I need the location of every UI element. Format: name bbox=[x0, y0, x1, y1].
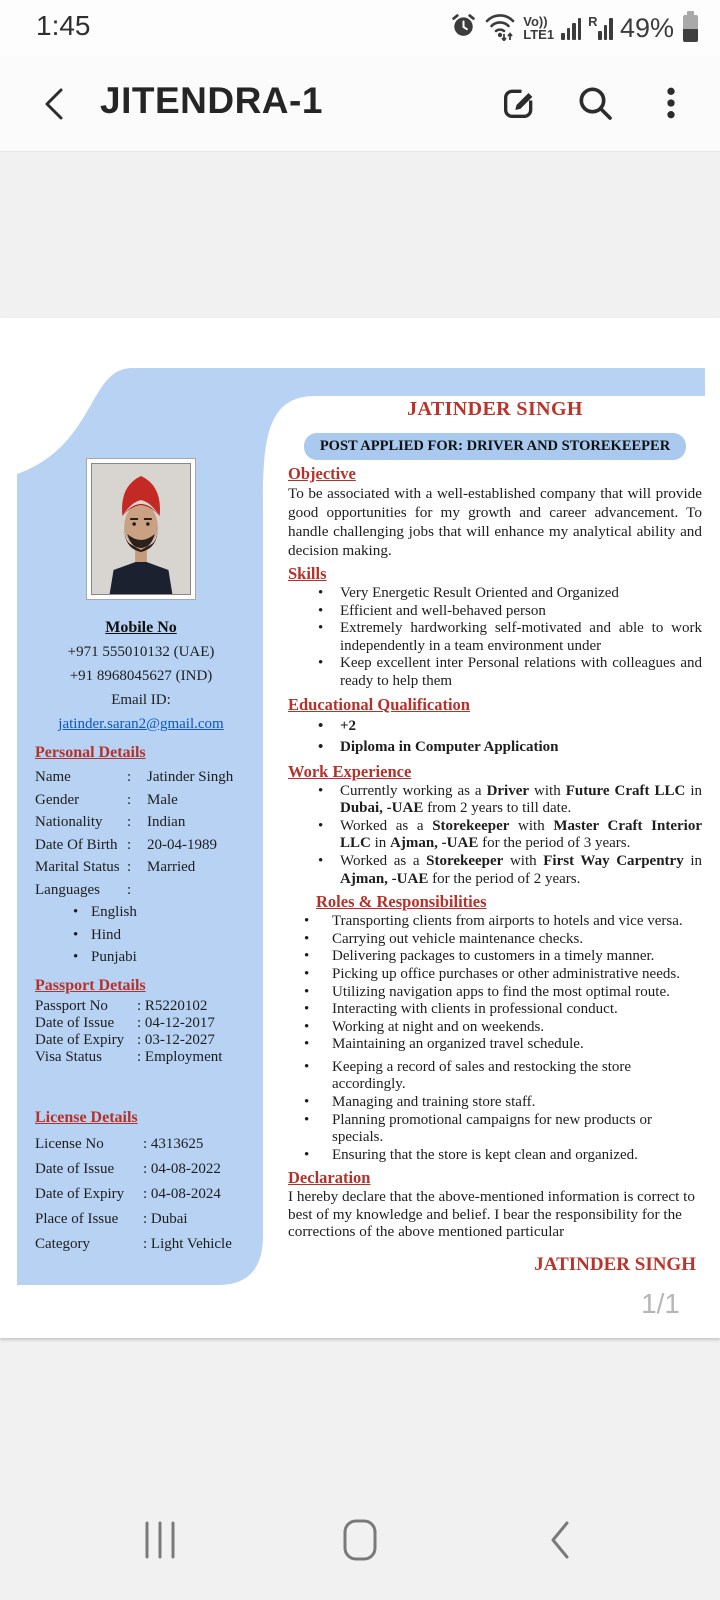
license-row: License No : 4313625 bbox=[35, 1135, 204, 1152]
document-title: JITENDRA-1 bbox=[100, 80, 323, 121]
post-applied-pill: POST APPLIED FOR: DRIVER AND STOREKEEPER bbox=[304, 433, 686, 460]
passport-row: Date of Expiry : 03-12-2027 bbox=[35, 1031, 215, 1048]
email-label: Email ID: bbox=[111, 692, 171, 708]
skill-item: • Very Energetic Result Oriented and Organized bbox=[288, 585, 702, 603]
language-item: • English bbox=[35, 901, 247, 924]
resume-sidebar bbox=[17, 318, 263, 1285]
signature-name: JATINDER SINGH bbox=[534, 1253, 696, 1275]
license-details-heading: License Details bbox=[35, 1108, 138, 1126]
skill-item: • Efficient and well-behaved person bbox=[288, 603, 702, 621]
work-item: • Worked as a Storekeeper with Master Craft Interior LLC in Ajman, -UAE for the period of 3 years. bbox=[288, 818, 702, 853]
license-row: Date of Expiry : 04-08-2024 bbox=[35, 1185, 221, 1202]
role-item: • Keeping a record of sales and restocking the store accordingly. bbox=[288, 1059, 702, 1094]
edit-button[interactable] bbox=[496, 80, 542, 126]
declaration-text: I hereby declare that the above-mentioned information is correct to best of my knowledge and belief. I bear the responsibility for the corrections of the above mentioned particular bbox=[288, 1188, 695, 1241]
personal-row: Gender : Male bbox=[35, 791, 178, 808]
volte-indicator: Vo)) LTE1 bbox=[523, 14, 555, 42]
work-item: • Currently working as a Driver with Future Craft LLC in Dubai, -UAE from 2 years to till date. bbox=[288, 783, 702, 818]
education-item: • Diploma in Computer Application bbox=[288, 737, 702, 758]
work-experience-heading: Work Experience bbox=[288, 761, 412, 781]
app-toolbar bbox=[0, 56, 720, 152]
objective-text: To be associated with a well-established company that will provide good opportunities for my growth and career advancement. To handle challenging jobs that will enhance my analytical ability and decision making. bbox=[288, 485, 702, 559]
personal-row: Marital Status : Married bbox=[35, 859, 196, 875]
mobile-no-heading: Mobile No bbox=[105, 619, 177, 636]
profile-photo bbox=[86, 458, 196, 600]
resume-main-column bbox=[288, 396, 702, 1276]
objective-heading: Objective bbox=[288, 464, 356, 483]
declaration-heading: Declaration bbox=[288, 1168, 371, 1188]
role-item: • Carrying out vehicle maintenance checks. bbox=[288, 931, 702, 949]
passport-row: Visa Status : Employment bbox=[35, 1048, 223, 1065]
nav-back-button[interactable] bbox=[530, 1510, 590, 1570]
skills-list bbox=[288, 585, 702, 691]
passport-details-heading: Passport Details bbox=[35, 976, 146, 994]
role-item: • Working at night and on weekends. bbox=[288, 1019, 702, 1037]
role-item: • Utilizing navigation apps to find the most optimal route. bbox=[288, 984, 702, 1002]
language-item: • Hind bbox=[35, 924, 247, 947]
role-item: • Managing and training store staff. bbox=[288, 1094, 702, 1112]
document-page[interactable] bbox=[0, 318, 720, 1338]
language-item: • Punjabi bbox=[35, 946, 247, 969]
alarm-icon bbox=[450, 12, 477, 44]
battery-icon bbox=[683, 15, 698, 42]
back-button[interactable] bbox=[34, 82, 78, 126]
role-item: • Interacting with clients in professional conduct. bbox=[288, 1001, 702, 1019]
education-item: • +2 bbox=[288, 716, 702, 737]
android-nav-bar bbox=[0, 1480, 720, 1600]
role-item: • Planning promotional campaigns for new products or specials. bbox=[288, 1112, 702, 1147]
personal-row: Name : Jatinder Singh bbox=[35, 769, 234, 785]
recents-button[interactable] bbox=[130, 1510, 190, 1570]
license-row: Category : Light Vehicle bbox=[35, 1235, 232, 1252]
license-row: Date of Issue : 04-08-2022 bbox=[35, 1160, 221, 1177]
phone-uae: +971 555010132 (UAE) bbox=[67, 644, 215, 660]
home-button[interactable] bbox=[330, 1510, 390, 1570]
wifi-icon bbox=[484, 11, 516, 46]
status-icons bbox=[450, 6, 698, 50]
role-item: • Maintaining an organized travel schedule. bbox=[288, 1036, 702, 1054]
role-item: • Ensuring that the store is kept clean and organized. bbox=[288, 1147, 702, 1165]
email-link[interactable]: jatinder.saran2@gmail.com bbox=[58, 716, 224, 732]
skill-item: • Keep excellent inter Personal relations with colleagues and ready to help them bbox=[288, 655, 702, 690]
role-item: • Transporting clients from airports to hotels and vice versa. bbox=[288, 913, 702, 931]
signal-bars-icon bbox=[561, 16, 581, 40]
education-list bbox=[288, 716, 702, 758]
roaming-signal-icon: R bbox=[588, 16, 613, 40]
passport-row: Date of Issue : 04-12-2017 bbox=[35, 1014, 215, 1031]
status-bar bbox=[0, 0, 720, 56]
role-item: • Picking up office purchases or other administrative needs. bbox=[288, 966, 702, 984]
battery-percentage: 49% bbox=[619, 12, 674, 43]
candidate-name: JATINDER SINGH bbox=[407, 398, 583, 420]
roles-heading: Roles & Responsibilities bbox=[316, 892, 487, 912]
work-item: • Worked as a Storekeeper with First Way Carpentry in Ajman, -UAE for the period of 2 years. bbox=[288, 853, 702, 888]
work-experience-list bbox=[288, 783, 702, 889]
skill-item: • Extremely hardworking self-motivated and able to work independently in a team environment under bbox=[288, 620, 702, 655]
personal-details-heading: Personal Details bbox=[35, 744, 146, 761]
overflow-menu-button[interactable] bbox=[648, 80, 694, 126]
page-indicator: 1/1 bbox=[641, 1288, 680, 1319]
skills-heading: Skills bbox=[288, 564, 327, 583]
clock-time: 1:45 bbox=[36, 10, 91, 41]
passport-row: Passport No : R5220102 bbox=[35, 997, 208, 1014]
education-heading: Educational Qualification bbox=[288, 694, 470, 714]
role-item: • Delivering packages to customers in a timely manner. bbox=[288, 948, 702, 966]
languages-list bbox=[35, 901, 247, 969]
phone-ind: +91 8968045627 (IND) bbox=[69, 668, 213, 684]
personal-row: Nationality : Indian bbox=[35, 814, 186, 830]
search-button[interactable] bbox=[572, 80, 618, 126]
personal-row: Languages : bbox=[35, 881, 132, 898]
roles-list bbox=[288, 913, 702, 1164]
personal-row: Date Of Birth : 20-04-1989 bbox=[35, 836, 217, 853]
license-row: Place of Issue : Dubai bbox=[35, 1210, 188, 1227]
